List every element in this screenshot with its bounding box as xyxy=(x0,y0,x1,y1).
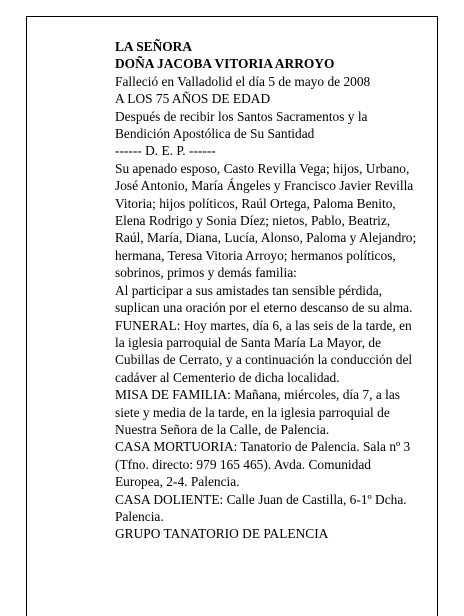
funeral-paragraph: FUNERAL: Hoy martes, día 6, a las seis de la tarde, en la iglesia parroquial de Santa María La Mayor, de Cubillas de Cerrato, y a continuación la conducción del cadáver al Cementerio de dicha localidad. xyxy=(115,317,413,385)
death-line: Falleció en Valladolid el día 5 de mayo de 2008 xyxy=(115,73,371,89)
age-line: A LOS 75 AÑOS DE EDAD xyxy=(115,91,271,107)
notice-title-line2: DOÑA JACOBA VITORIA ARROYO xyxy=(115,56,335,72)
mass-paragraph: MISA DE FAMILIA: Mañana, miércoles, día 7, a las siete y media de la tarde, en la iglesia parroquial de Nuestra Señora de la Calle, de Palencia. xyxy=(115,387,400,437)
mortuary-paragraph: CASA MORTUORIA: Tanatorio de Palencia. Sala nº 3 (Tfno. directo: 979 165 465). Avda. Comunidad Europea, 2-4. Palencia. xyxy=(115,439,411,490)
notice-title-line1: LA SEÑORA xyxy=(115,39,193,54)
obituary-notice xyxy=(115,38,420,543)
sacraments-paragraph: Después de recibir los Santos Sacramentos y la Bendición Apostólica de Su Santidad xyxy=(115,108,368,142)
request-paragraph: Al participar a sus amistades tan sensible pérdida, suplican una oración por el eterno descanso de su alma. xyxy=(115,282,413,316)
house-paragraph: CASA DOLIENTE: Calle Juan de Castilla, 6-1º Dcha. Palencia. xyxy=(115,491,407,524)
family-paragraph: Su apenado esposo, Casto Revilla Vega; hijos, Urbano, José Antonio, María Ángeles y Francisco Javier Revilla Vitoria; hijos políticos, Raúl Ortega, Paloma Benito, Elena Rodrigo y Sonia Díez; nietos, Pablo, Beatriz, Raúl, María, Diana, Lucía, Alonso, Paloma y Alejandro; hermana, Teresa Vitoria Arroyo; hermanos políticos, sobrinos, primos y demás familia: xyxy=(115,160,417,281)
group-line: GRUPO TANATORIO DE PALENCIA xyxy=(115,526,329,542)
dep-line: ------ D. E. P. ------ xyxy=(115,143,216,159)
